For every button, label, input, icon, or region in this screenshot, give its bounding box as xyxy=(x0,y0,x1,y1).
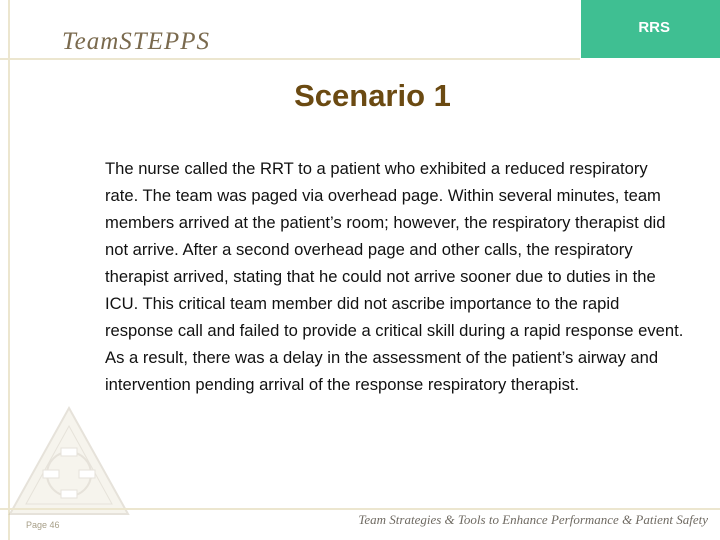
teamstepps-logo: TeamSTEPPS xyxy=(62,28,210,55)
section-badge xyxy=(581,0,720,58)
scenario-text: The nurse called the RRT to a patient who exhibited a reduced respiratory rate. The team was paged via overhead page. Within several minutes, team members arrived at the patient’s room; however, the respiratory therapist did not arrive. After a second overhead page and other calls, the respiratory therapist arrived, stating that he could not arrive sooner due to duties in the ICU. This critical team member did not ascribe importance to the rapid response call and failed to provide a critical skill during a rapid response event. As a result, there was a delay in the assessment of the patient’s airway and intervention pending arrival of the response respiratory therapist. xyxy=(105,159,684,394)
footer-tagline: Team Strategies & Tools to Enhance Performance & Patient Safety xyxy=(358,512,708,527)
section-badge-label: RRS xyxy=(638,19,670,36)
page-number: Page 46 xyxy=(26,520,60,530)
footer-divider xyxy=(0,508,720,510)
slide-title: Scenario 1 xyxy=(294,78,451,113)
header-divider xyxy=(0,58,580,60)
teamstepps-triangle-icon xyxy=(6,404,132,518)
